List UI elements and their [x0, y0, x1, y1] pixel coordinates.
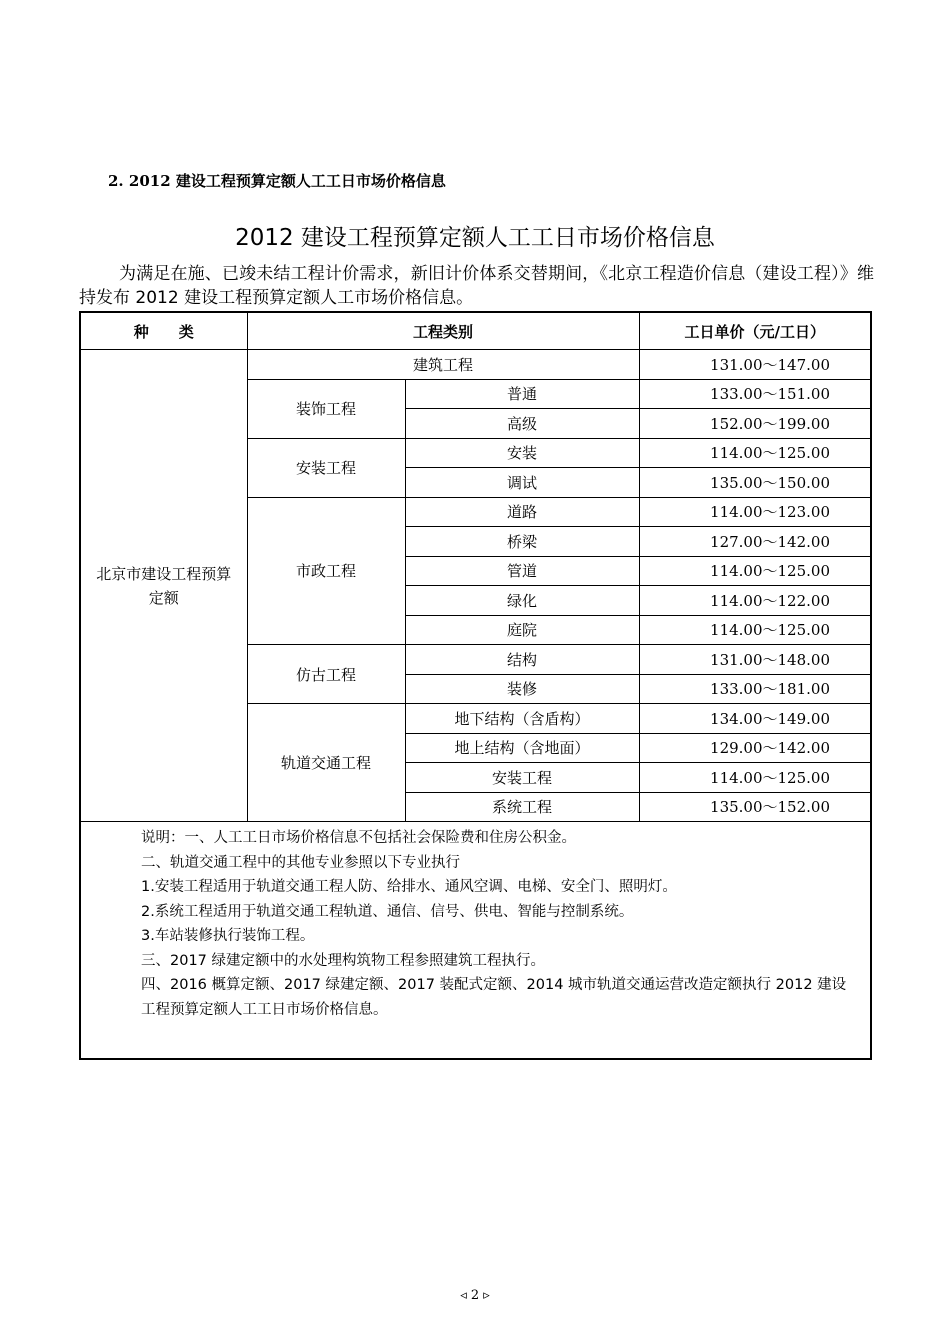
header-price: 工日单价（元/工日）: [639, 312, 871, 350]
header-type: 工程类别: [247, 312, 639, 350]
group-cell-installation: 安装工程: [247, 438, 405, 497]
section-heading: 2. 2012 建设工程预算定额人工工日市场价格信息: [108, 172, 446, 190]
header-category: 种 类: [80, 312, 247, 350]
group-cell-rail: 轨道交通工程: [247, 704, 405, 822]
table-row: [80, 350, 871, 380]
sub-type-cell: 绿化: [405, 586, 639, 616]
sub-type-cell: 系统工程: [405, 792, 639, 822]
notes-cell: [80, 822, 871, 1060]
category-cell: 北京市建设工程预算定额: [80, 350, 247, 822]
sub-type-cell: 庭院: [405, 615, 639, 645]
document-title: 2012 建设工程预算定额人工工日市场价格信息: [235, 225, 715, 251]
sub-type-cell: 高级: [405, 409, 639, 439]
page-number: ◃ 2 ▹: [460, 1288, 490, 1303]
sub-type-cell: 桥梁: [405, 527, 639, 557]
notes-row: [80, 822, 871, 1060]
price-cell: 114.00～125.00: [639, 615, 871, 645]
sub-type-cell: 地下结构（含盾构）: [405, 704, 639, 734]
note-line: 三、2017 绿建定额中的水处理构筑物工程参照建筑工程执行。: [141, 952, 546, 969]
note-line: 四、2016 概算定额、2017 绿建定额、2017 装配式定额、2014 城市轨道交通运营改造定额执行 2012 建设工程预算定额人工工日市场价格信息。: [141, 977, 847, 1018]
price-cell: 129.00～142.00: [639, 733, 871, 763]
price-cell: 114.00～125.00: [639, 438, 871, 468]
price-cell: 114.00～125.00: [639, 556, 871, 586]
intro-paragraph: 为满足在施、已竣未结工程计价需求，新旧计价体系交替期间，《北京工程造价信息（建设工程）》维持发布 2012 建设工程预算定额人工市场价格信息。: [79, 264, 874, 308]
price-cell: 131.00～147.00: [639, 350, 871, 380]
price-cell: 134.00～149.00: [639, 704, 871, 734]
price-cell: 114.00～123.00: [639, 497, 871, 527]
sub-type-cell: 地上结构（含地面）: [405, 733, 639, 763]
price-cell: 152.00～199.00: [639, 409, 871, 439]
group-cell-decoration: 装饰工程: [247, 379, 405, 438]
sub-type-cell: 道路: [405, 497, 639, 527]
group-cell-antique: 仿古工程: [247, 645, 405, 704]
group-cell-building: 建筑工程: [247, 350, 639, 380]
price-cell: 135.00～152.00: [639, 792, 871, 822]
sub-type-cell: 安装: [405, 438, 639, 468]
price-cell: 127.00～142.00: [639, 527, 871, 557]
price-cell: 114.00～125.00: [639, 763, 871, 793]
note-line: 说明：一、人工工日市场价格信息不包括社会保险费和住房公积金。: [141, 830, 576, 846]
note-line: 2.系统工程适用于轨道交通工程轨道、通信、信号、供电、智能与控制系统。: [141, 903, 634, 920]
note-line: 3.车站装修执行装饰工程。: [141, 928, 315, 944]
price-cell: 114.00～122.00: [639, 586, 871, 616]
sub-type-cell: 装修: [405, 674, 639, 704]
sub-type-cell: 普通: [405, 379, 639, 409]
note-line: 1.安装工程适用于轨道交通工程人防、给排水、通风空调、电梯、安全门、照明灯。: [141, 879, 677, 895]
price-table: [79, 311, 872, 1060]
note-line: 二、轨道交通工程中的其他专业参照以下专业执行: [141, 854, 460, 871]
price-cell: 133.00～151.00: [639, 379, 871, 409]
sub-type-cell: 安装工程: [405, 763, 639, 793]
group-cell-municipal: 市政工程: [247, 497, 405, 645]
price-cell: 135.00～150.00: [639, 468, 871, 498]
sub-type-cell: 管道: [405, 556, 639, 586]
price-cell: 133.00～181.00: [639, 674, 871, 704]
sub-type-cell: 调试: [405, 468, 639, 498]
table-header-row: [80, 312, 871, 350]
sub-type-cell: 结构: [405, 645, 639, 675]
price-cell: 131.00～148.00: [639, 645, 871, 675]
